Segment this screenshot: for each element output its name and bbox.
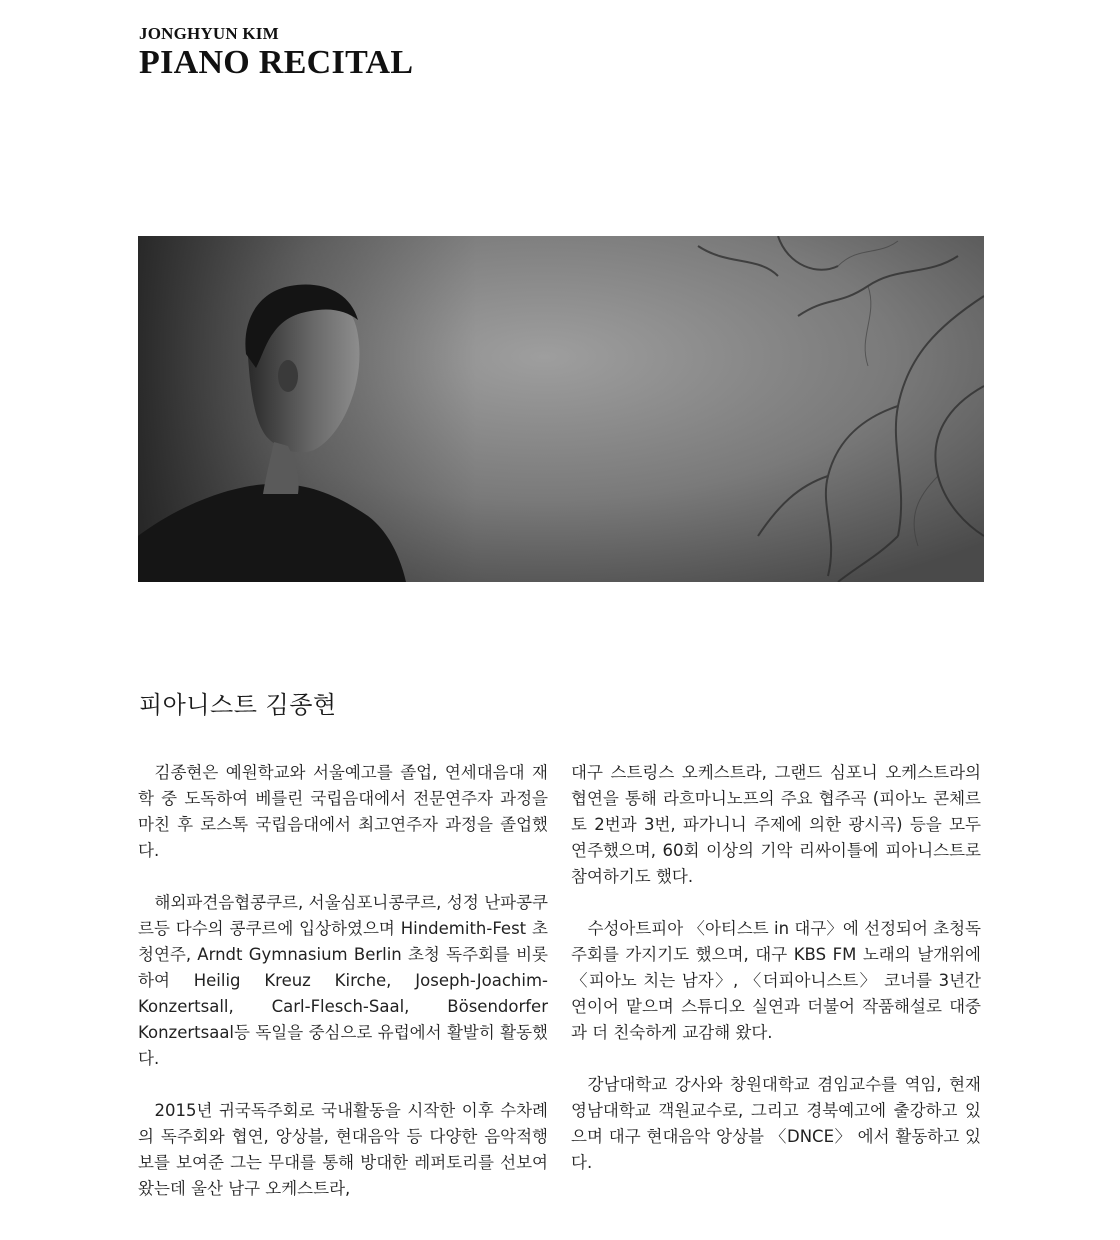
biography-left-column bbox=[138, 760, 548, 1228]
performer-name: JONGHYUN KIM bbox=[139, 24, 279, 43]
biography-right-column bbox=[571, 760, 981, 1202]
pianist-portrait-photo bbox=[138, 236, 984, 582]
bio-paragraph: 해외파견음협콩쿠르, 서울심포니콩쿠르, 성정 난파콩쿠르등 다수의 콩쿠르에 입상하였으며 Hindemith-Fest 초청연주, Arndt Gymnasium Berlin 초청 독주회를 비롯하여 Heilig Kreuz Kirche, Joseph-Joachim-Konzertsall, Carl-Flesch-Saal, Bösendorfer Konzertsaal등 독일을 중심으로 유럽에서 활발히 활동했다. bbox=[138, 893, 548, 1068]
section-title: 피아니스트 김종현 bbox=[139, 691, 337, 719]
recital-title: PIANO RECITAL bbox=[139, 44, 414, 81]
bio-paragraph: 2015년 귀국독주회로 국내활동을 시작한 이후 수차례의 독주회와 협연, 앙상블, 현대음악 등 다양한 음악적행보를 보여준 그는 무대를 통해 방대한 레퍼토리를 선보여 왔는데 울산 남구 오케스트라, bbox=[138, 1101, 548, 1198]
bio-paragraph: 강남대학교 강사와 창원대학교 겸임교수를 역임, 현재 영남대학교 객원교수로, 그리고 경북예고에 출강하고 있으며 대구 현대음악 앙상블 〈DNCE〉 에서 활동하고 있다. bbox=[571, 1075, 981, 1172]
pianist-photo bbox=[138, 236, 984, 582]
bio-paragraph: 수성아트피아 〈아티스트 in 대구〉에 선정되어 초청독주회를 가지기도 했으며, 대구 KBS FM 노래의 날개위에 〈피아노 치는 남자〉, 〈더피아니스트〉 코너를 3년간 연이어 맡으며 스튜디오 실연과 더불어 작품해설로 대중과 더 친숙하게 교감해 왔다. bbox=[571, 919, 981, 1042]
bio-paragraph: 김종현은 예원학교와 서울예고를 졸업, 연세대음대 재학 중 도독하여 베를린 국립음대에서 전문연주자 과정을 마친 후 로스톡 국립음대에서 최고연주자 과정을 졸업했다. bbox=[138, 763, 548, 860]
header bbox=[139, 24, 413, 82]
bio-paragraph: 대구 스트링스 오케스트라, 그랜드 심포니 오케스트라의 협연을 통해 라흐마니노프의 주요 협주곡 (피아노 콘체르토 2번과 3번, 파가니니 주제에 의한 광시곡) 등을 모두 연주했으며, 60회 이상의 기악 리싸이틀에 피아니스트로 참여하기도 했다. bbox=[571, 763, 981, 886]
